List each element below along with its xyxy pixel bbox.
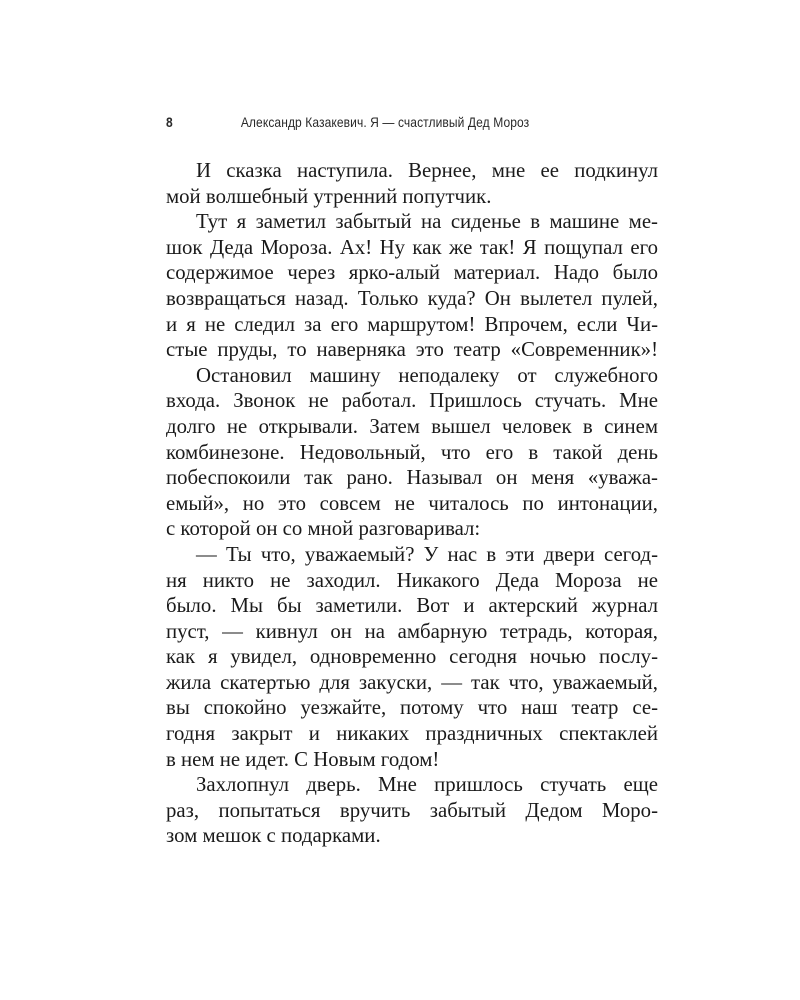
text-line: годня закрыт и никаких праздничных спектаклей <box>166 722 658 746</box>
page-number: 8 <box>166 114 173 130</box>
text-line: Захлопнул дверь. Мне пришлось стучать еще <box>196 773 658 797</box>
text-line: содержимое через ярко-алый материал. Надо было <box>166 261 658 285</box>
text-line: вы спокойно уезжайте, потому что наш театр се- <box>166 696 658 720</box>
text-line: комбинезоне. Недовольный, что его в такой день <box>166 440 658 464</box>
text-line: Остановил машину неподалеку от служебного <box>196 363 658 387</box>
text-line: пуст, — кивнул он на амбарную тетрадь, которая, <box>166 619 658 643</box>
running-header <box>166 114 570 136</box>
text-line: зом мешок с подарками. <box>166 824 381 848</box>
text-line: с которой он со мной разговаривал: <box>166 517 481 541</box>
text-line: мой волшебный утренний попутчик. <box>166 184 492 208</box>
text-line: возвращаться назад. Только куда? Он вылетел пулей, <box>166 286 658 310</box>
text-line: долго не открывали. Затем вышел человек в синем <box>166 414 658 438</box>
text-line: ня никто не заходил. Никакого Деда Мороза не <box>166 568 658 592</box>
text-line: емый», но это совсем не читалось по интонации, <box>166 491 658 515</box>
text-line: как я увидел, одновременно сегодня ночью послу- <box>166 645 658 669</box>
text-line: И сказка наступила. Вернее, мне ее подкинул <box>196 159 658 182</box>
text-line: входа. Звонок не работал. Пришлось стучать. Мне <box>166 389 658 413</box>
text-line: и я не следил за его маршрутом! Впрочем, если Чи- <box>166 312 658 336</box>
text-line: было. Мы бы заметили. Вот и актерский журнал <box>166 594 658 618</box>
body-text <box>166 158 658 849</box>
text-line: стые пруды, то наверняка это театр «Современник»! <box>166 338 658 362</box>
running-title: Александр Казакевич. Я — счастливый Дед Мороз <box>240 114 530 130</box>
text-line: — Ты что, уважаемый? У нас в эти двери сегод- <box>196 542 658 566</box>
text-line: шок Деда Мороза. Ах! Ну как же так! Я пощупал его <box>166 235 658 259</box>
text-line: в нем не идет. С Новым годом! <box>166 747 440 771</box>
text-line: раз, попытаться вручить забытый Дедом Моро- <box>166 798 658 822</box>
text-line: побеспокоили так рано. Называл он меня «уважа- <box>166 466 658 490</box>
text-line: Тут я заметил забытый на сиденье в машине ме- <box>196 210 658 234</box>
text-line: жила скатертью для закуски, — так что, уважаемый, <box>166 670 658 694</box>
